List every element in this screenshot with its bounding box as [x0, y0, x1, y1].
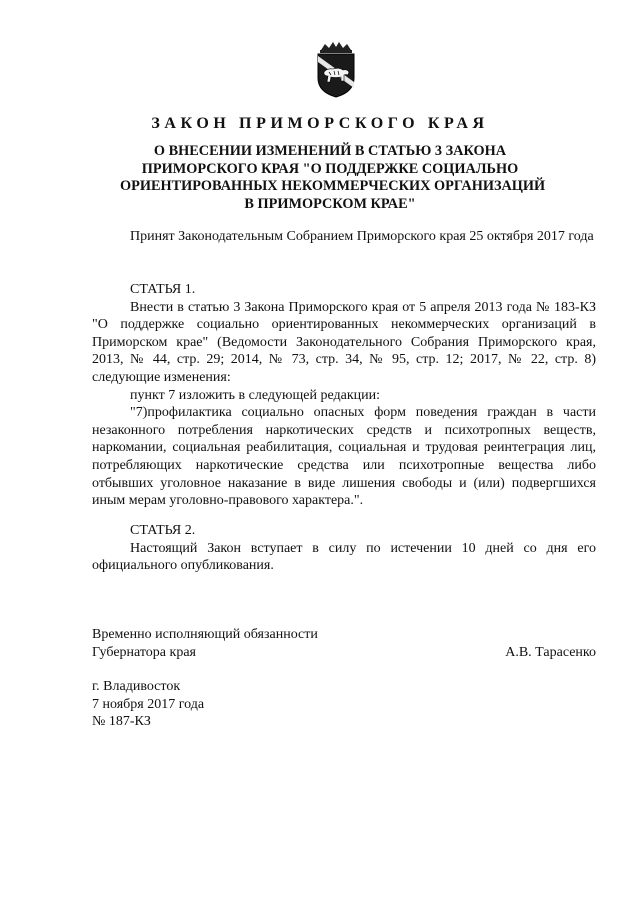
subject-line: ПРИМОРСКОГО КРАЯ "О ПОДДЕРЖКЕ СОЦИАЛЬНО [141, 160, 519, 177]
signature-row [92, 644, 596, 662]
adoption-text: Принят Законодательным Собранием Приморского края 25 октября 2017 года [130, 229, 594, 244]
article-1-intro: Внести в статью 3 Закона Приморского края от 5 апреля 2013 года № 183-КЗ "О поддержке социально ориентированных некоммерческих организаций в Приморском крае" (Ведомости Законодательного Собрания Приморского края, 2013, № 44, стр. 29; 2014, № 73, стр. 34, № 95, стр. 12; 2017, № 22, стр. 8) следующие изменения: [92, 299, 596, 385]
law-number: № 187-КЗ [92, 714, 151, 730]
signatory-position-line1: Временно исполняющий обязанности [92, 627, 318, 642]
signatory-name: А.В. Тарасенко [505, 644, 596, 660]
article-1-heading: СТАТЬЯ 1. [130, 282, 196, 297]
subject-line: ОРИЕНТИРОВАННЫХ НЕКОММЕРЧЕСКИХ ОРГАНИЗАЦИЙ [120, 178, 546, 194]
coat-of-arms-icon [313, 42, 359, 98]
law-subject [120, 143, 546, 213]
signature-block [92, 626, 596, 661]
article-1 [92, 281, 596, 510]
article-1-item: пункт 7 изложить в следующей редакции: [130, 387, 380, 403]
adoption-note [92, 228, 596, 246]
signatory-position-line2: Губернатора края [92, 644, 196, 660]
place-date-block [92, 678, 204, 731]
article-2-text: Настоящий Закон вступает в силу по истечении 10 дней со дня его официального опубликования. [92, 540, 596, 574]
subject-line: О ВНЕСЕНИИ ИЗМЕНЕНИЙ В СТАТЬЮ 3 ЗАКОНА [153, 143, 507, 159]
article-2-heading: СТАТЬЯ 2. [130, 523, 196, 538]
place-city: г. Владивосток [92, 679, 181, 694]
article-2 [92, 522, 596, 575]
article-1-quote: "7)профилактика социально опасных форм поведения граждан в части незаконного потребления наркотических средств и психотропных веществ, наркомании, социальная реабилитация, социальная и трудовая реинтеграция лиц, потребляющих наркотические средства или психотропные вещества либо отбывших уголовное наказание в виде лишения свободы и (или) подвергшихся иным мерам уголовно-правового характера.". [92, 405, 596, 509]
subject-line: В ПРИМОРСКОМ КРАЕ" [244, 195, 416, 212]
law-title: ЗАКОН ПРИМОРСКОГО КРАЯ [151, 115, 489, 132]
place-date: 7 ноября 2017 года [92, 696, 205, 712]
